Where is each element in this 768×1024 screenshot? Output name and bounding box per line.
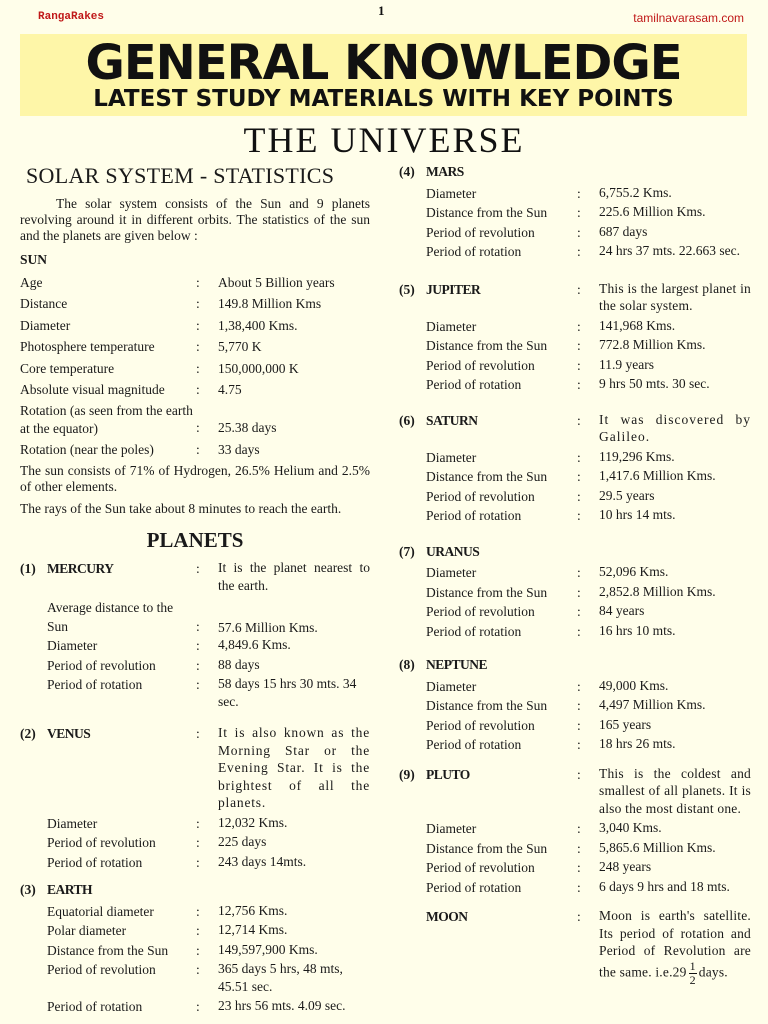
row-separator: : xyxy=(196,835,200,850)
row-separator: : xyxy=(577,338,581,353)
row-value: 225.6 Million Kms. xyxy=(599,204,706,219)
row-value: 24 hrs 37 mts. 22.663 sec. xyxy=(599,243,740,258)
stat-row xyxy=(399,467,751,487)
planet-name: JUPITER xyxy=(426,281,481,297)
row-label: Polar diameter xyxy=(47,923,127,938)
row-separator: : xyxy=(577,565,581,580)
stat-row xyxy=(399,858,751,878)
planet-header-mercury xyxy=(20,559,370,594)
row-separator: : xyxy=(577,281,581,297)
row-value: 11.9 years xyxy=(599,356,654,372)
row-label: Period of revolution xyxy=(426,488,535,504)
row-value: 52,096 Kms. xyxy=(599,564,669,579)
row-separator: : xyxy=(196,854,200,870)
row-value: 5,770 K xyxy=(218,339,262,354)
row-separator: : xyxy=(577,469,581,484)
stat-row xyxy=(399,677,751,697)
planet-number: (1) xyxy=(20,561,36,576)
row-label: Distance from the Sun xyxy=(426,840,548,856)
stat-row xyxy=(399,336,751,356)
row-value: 141,968 Kms. xyxy=(599,317,676,333)
stat-row xyxy=(399,487,751,507)
stat-row xyxy=(399,583,751,603)
row-separator: : xyxy=(577,909,581,924)
row-value: About 5 Billion years xyxy=(218,274,335,290)
stat-row xyxy=(399,563,751,583)
row-value: 25.38 days xyxy=(218,420,277,435)
row-separator: : xyxy=(196,726,200,741)
row-label: Period of rotation xyxy=(47,677,143,692)
sun-row xyxy=(20,380,370,400)
sun-row xyxy=(20,337,370,357)
row-value: 49,000 Kms. xyxy=(599,677,669,693)
row-separator: : xyxy=(196,618,200,634)
row-value: 84 years xyxy=(599,603,645,618)
row-separator: : xyxy=(577,318,581,334)
row-value: 16 hrs 10 mts. xyxy=(599,622,676,638)
planet-number: (6) xyxy=(399,412,415,428)
right-column xyxy=(399,162,751,987)
row-separator: : xyxy=(196,903,200,919)
planet-header-jupiter xyxy=(399,280,751,315)
stat-row xyxy=(399,203,751,223)
row-value: 57.6 Million Kms. xyxy=(218,619,318,635)
row-separator: : xyxy=(196,561,200,576)
row-separator: : xyxy=(577,488,581,504)
planet-name: MOON xyxy=(426,909,468,924)
row-value: 365 days 5 hrs, 48 mts, 45.51 sec. xyxy=(218,961,343,994)
row-separator: : xyxy=(196,360,200,376)
row-label: Diameter xyxy=(20,317,71,333)
planet-name: EARTH xyxy=(47,882,93,897)
row-label: Period of revolution xyxy=(426,604,535,619)
stat-row xyxy=(399,375,751,395)
row-separator: : xyxy=(196,962,200,977)
stat-row xyxy=(20,960,370,995)
sun-row xyxy=(20,316,370,336)
row-value: 6,755.2 Kms. xyxy=(599,184,672,200)
row-separator: : xyxy=(577,244,581,259)
planet-note: This is the largest planet in the solar system. xyxy=(599,280,751,313)
stat-row xyxy=(20,814,370,834)
row-value: 4,497 Million Kms. xyxy=(599,697,706,712)
sun-composition: The sun consists of 71% of Hydrogen, 26.5% Helium and 2.5% of other elements. xyxy=(20,463,370,494)
left-column xyxy=(20,162,370,1017)
row-separator: : xyxy=(196,339,200,354)
spacer xyxy=(399,897,751,907)
row-separator: : xyxy=(577,766,581,782)
stat-row xyxy=(399,622,751,642)
site-url: tamilnavarasam.com xyxy=(633,11,744,25)
row-value: 23 hrs 56 mts. 4.09 sec. xyxy=(218,998,346,1013)
row-value: 58 days 15 hrs 30 mts. 34 sec. xyxy=(218,676,357,709)
page-title: THE UNIVERSE xyxy=(243,120,525,160)
row-separator: : xyxy=(577,205,581,220)
row-separator: : xyxy=(196,815,200,831)
planet-number xyxy=(399,907,426,987)
row-separator: : xyxy=(196,296,200,311)
row-separator: : xyxy=(196,420,200,435)
row-label: Equatorial diameter xyxy=(47,903,154,919)
row-label: Period of rotation xyxy=(426,244,522,259)
row-value: 687 days xyxy=(599,223,648,239)
stat-row xyxy=(399,184,751,204)
planet-number: (5) xyxy=(399,281,415,297)
row-value: 2,852.8 Million Kms. xyxy=(599,583,716,599)
planet-header-earth xyxy=(20,880,370,900)
row-separator: : xyxy=(577,224,581,240)
row-label: Distance from the Sun xyxy=(426,205,548,220)
row-value: 12,032 Kms. xyxy=(218,814,288,830)
planet-number: (8) xyxy=(399,657,415,672)
row-value: 772.8 Million Kms. xyxy=(599,337,706,352)
row-label: Rotation (near the poles) xyxy=(20,441,154,457)
row-label: Period of rotation xyxy=(47,999,143,1014)
planet-header-venus xyxy=(20,724,370,812)
spacer xyxy=(399,526,751,542)
page-number: 1 xyxy=(378,3,385,18)
row-label: Period of rotation xyxy=(426,508,522,523)
row-label: Period of rotation xyxy=(47,854,143,870)
stat-row xyxy=(399,716,751,736)
row-value: 1,417.6 Million Kms. xyxy=(599,468,716,483)
row-label: Photosphere temperature xyxy=(20,339,155,354)
planet-header-saturn xyxy=(399,411,751,446)
row-label: Period of revolution xyxy=(47,835,156,850)
row-label: Period of revolution xyxy=(426,357,535,373)
row-label: Diameter xyxy=(426,678,477,694)
row-separator: : xyxy=(196,274,200,290)
stat-row xyxy=(20,675,370,710)
stat-row xyxy=(399,696,751,716)
planet-name: PLUTO xyxy=(426,766,470,782)
row-label: Period of rotation xyxy=(426,737,522,752)
planet-note: It is also known as the Morning Star or the Evening Star. It is the brightest of all the planets. xyxy=(218,725,370,810)
row-separator: : xyxy=(196,382,200,397)
sun-row xyxy=(20,440,370,460)
row-value: 88 days xyxy=(218,656,260,672)
fraction-numerator: 1 xyxy=(689,958,696,973)
row-separator: : xyxy=(577,821,581,836)
planet-note: It is the planet nearest to the earth. xyxy=(218,560,370,593)
row-separator: : xyxy=(577,508,581,523)
row-value: 12,714 Kms. xyxy=(218,922,288,937)
stat-row xyxy=(399,735,751,755)
row-label: Period of rotation xyxy=(426,879,522,895)
row-value: 10 hrs 14 mts. xyxy=(599,507,676,522)
row-separator: : xyxy=(577,698,581,713)
stat-row xyxy=(399,819,751,839)
planet-number: (2) xyxy=(20,726,36,741)
sun-row xyxy=(20,294,370,314)
stat-row xyxy=(399,839,751,859)
row-value: 149.8 Million Kms xyxy=(218,296,322,311)
row-label: Diameter xyxy=(426,449,477,465)
row-label: Diameter xyxy=(47,815,98,831)
spacer xyxy=(399,755,751,765)
row-value: 1,38,400 Kms. xyxy=(218,317,298,333)
row-separator: : xyxy=(577,678,581,694)
row-separator: : xyxy=(196,657,200,673)
planet-number: (4) xyxy=(399,164,415,179)
row-separator: : xyxy=(577,449,581,465)
stat-row xyxy=(20,997,370,1017)
row-separator: : xyxy=(196,441,200,457)
stat-row xyxy=(20,853,370,873)
planet-name: VENUS xyxy=(47,726,91,741)
planet-header-pluto xyxy=(399,765,751,818)
row-label: Diameter xyxy=(426,318,477,334)
row-value: 6 days 9 hrs and 18 mts. xyxy=(599,878,730,894)
stat-row xyxy=(399,317,751,337)
fraction-half xyxy=(689,960,697,987)
row-label: Period of rotation xyxy=(426,623,522,639)
row-value: 18 hrs 26 mts. xyxy=(599,736,676,751)
sun-row xyxy=(20,359,370,379)
stat-row xyxy=(20,902,370,922)
stat-row xyxy=(20,941,370,961)
row-label: Distance from the Sun xyxy=(426,469,548,484)
intro-paragraph: The solar system consists of the Sun and 9 planets revolving around it in different orbits. The statistics of the sun and the planets are given below : xyxy=(20,196,370,243)
row-separator: : xyxy=(196,677,200,692)
row-label: Period of revolution xyxy=(47,962,156,977)
row-separator: : xyxy=(196,923,200,938)
moon-entry xyxy=(399,907,751,987)
row-label: Period of revolution xyxy=(426,860,535,875)
row-value: 225 days xyxy=(218,834,267,849)
planet-number: (3) xyxy=(20,882,36,897)
stat-row xyxy=(20,833,370,853)
row-label: Distance from the Sun xyxy=(426,698,548,713)
row-separator: : xyxy=(196,638,200,653)
planet-header-neptune xyxy=(399,655,751,675)
planet-name: MARS xyxy=(426,164,464,179)
stat-row xyxy=(20,636,370,656)
planets-heading: PLANETS xyxy=(146,528,244,552)
row-label: Distance xyxy=(20,296,68,311)
row-value: 3,040 Kms. xyxy=(599,820,662,835)
title-banner xyxy=(20,34,747,116)
stat-row xyxy=(399,242,751,262)
row-label: Average distance to the Sun xyxy=(47,600,174,634)
sun-heading: SUN xyxy=(20,252,48,267)
row-label: Core temperature xyxy=(20,360,115,376)
planet-name: MERCURY xyxy=(47,561,114,576)
row-separator: : xyxy=(577,737,581,752)
row-separator: : xyxy=(577,584,581,600)
row-value: 12,756 Kms. xyxy=(218,902,288,918)
row-separator: : xyxy=(196,942,200,958)
row-value: 5,865.6 Million Kms. xyxy=(599,839,716,855)
row-label: Distance from the Sun xyxy=(47,942,169,958)
sun-row xyxy=(20,402,370,438)
stat-row xyxy=(399,356,751,376)
row-separator: : xyxy=(196,317,200,333)
planet-header-mars xyxy=(399,162,751,182)
planet-name: NEPTUNE xyxy=(426,657,488,672)
row-label: Rotation (as seen from the earth at the equator) xyxy=(20,402,193,436)
row-label: Distance from the Sun xyxy=(426,584,548,600)
row-value: 9 hrs 50 mts. 30 sec. xyxy=(599,376,710,391)
row-value: 243 days 14mts. xyxy=(218,853,307,869)
row-label: Diameter xyxy=(426,821,477,836)
row-separator: : xyxy=(577,623,581,639)
row-label: Diameter xyxy=(426,185,477,201)
row-label: Distance from the Sun xyxy=(426,338,548,353)
planet-name: SATURN xyxy=(426,412,478,428)
row-label: Absolute visual magnitude xyxy=(20,382,165,397)
planet-number: (9) xyxy=(399,766,415,782)
stat-row xyxy=(399,602,751,622)
row-label: Diameter xyxy=(47,638,98,653)
row-value: 4,849.6 Kms. xyxy=(218,637,291,652)
banner-subtitle: LATEST STUDY MATERIALS WITH KEY POINTS xyxy=(93,86,674,112)
stat-row xyxy=(399,506,751,526)
row-separator: : xyxy=(577,377,581,392)
stat-row xyxy=(399,878,751,898)
stat-row xyxy=(20,921,370,941)
row-value: 33 days xyxy=(218,441,260,457)
spacer xyxy=(399,641,751,655)
site-brand-left: RangaRakes xyxy=(38,11,105,23)
moon-note-block xyxy=(599,907,751,987)
row-label: Period of rotation xyxy=(426,377,522,392)
stat-row xyxy=(399,223,751,243)
fraction-denominator: 2 xyxy=(689,972,696,987)
spacer xyxy=(20,872,370,880)
planet-note: It was discovered by Galileo. xyxy=(599,411,751,444)
row-value: 248 years xyxy=(599,859,652,874)
row-separator: : xyxy=(577,357,581,373)
row-value: 165 years xyxy=(599,716,652,732)
banner-title: GENERAL KNOWLEDGE xyxy=(85,35,682,91)
planet-header-uranus xyxy=(399,542,751,562)
sun-row xyxy=(20,273,370,293)
row-separator: : xyxy=(577,860,581,875)
row-label: Period of revolution xyxy=(47,657,156,673)
sun-rays-note: The rays of the Sun take about 8 minutes to reach the earth. xyxy=(20,501,342,516)
moon-note: Moon is earth's satellite. Its period of rotation and Period of Revolution are the same. i.e.29 xyxy=(599,908,751,980)
row-label: Age xyxy=(20,274,43,290)
moon-note-suffix: days. xyxy=(698,964,728,980)
row-value: 4.75 xyxy=(218,382,242,397)
spacer xyxy=(399,262,751,280)
row-separator: : xyxy=(577,717,581,733)
stat-row xyxy=(20,656,370,676)
row-label: Period of revolution xyxy=(426,717,535,733)
spacer xyxy=(20,710,370,724)
row-separator: : xyxy=(577,604,581,619)
row-separator: : xyxy=(577,879,581,895)
row-value: 29.5 years xyxy=(599,487,655,503)
row-label: Diameter xyxy=(426,565,477,580)
row-value: 119,296 Kms. xyxy=(599,448,675,464)
row-separator: : xyxy=(577,185,581,201)
section-heading: SOLAR SYSTEM - STATISTICS xyxy=(26,163,335,188)
planet-note: This is the coldest and smallest of all planets. It is also the most distant one. xyxy=(599,765,751,816)
planet-name: URANUS xyxy=(426,543,480,559)
stat-row xyxy=(399,448,751,468)
row-value: 150,000,000 K xyxy=(218,360,299,376)
row-separator: : xyxy=(577,840,581,856)
row-separator: : xyxy=(577,412,581,428)
row-separator: : xyxy=(196,999,200,1014)
stat-row xyxy=(20,598,370,636)
planet-number: (7) xyxy=(399,543,415,559)
spacer xyxy=(399,395,751,411)
row-value: 149,597,900 Kms. xyxy=(218,941,318,957)
row-label: Period of revolution xyxy=(426,224,535,240)
